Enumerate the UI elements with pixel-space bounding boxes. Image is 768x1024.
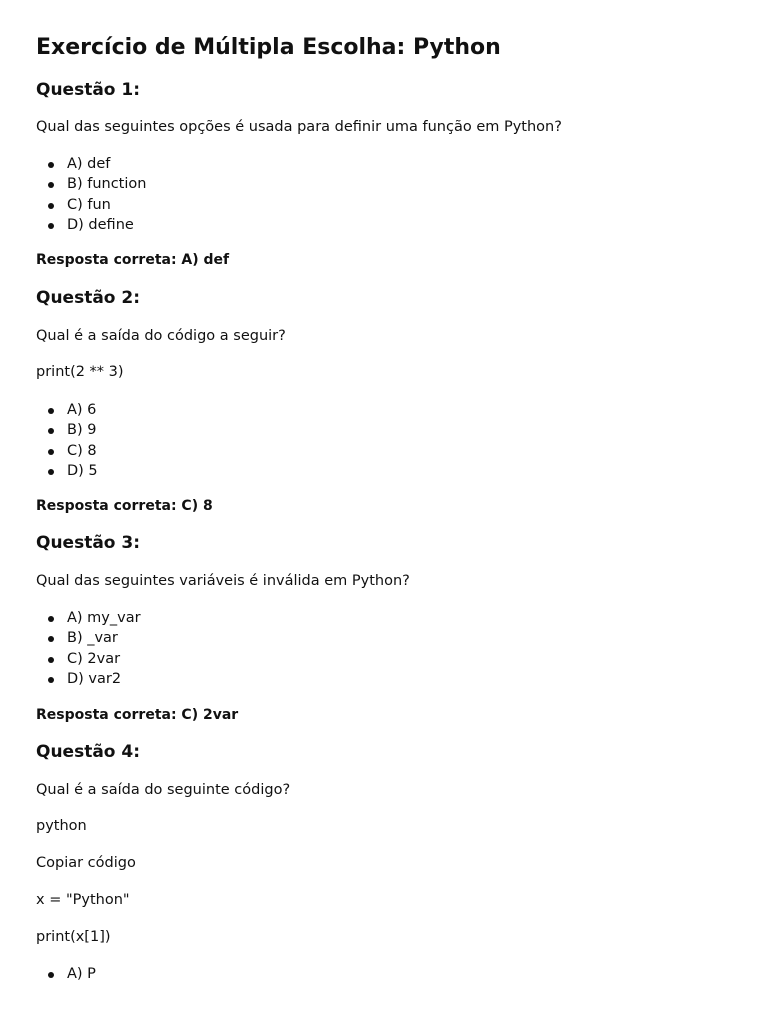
page-title: Exercício de Múltipla Escolha: Python <box>36 35 501 60</box>
question-4-heading: Questão 4: <box>36 742 141 762</box>
question-4-code-line-1: x = "Python" <box>36 892 130 908</box>
list-item: B) function <box>36 174 146 194</box>
list-item: A) def <box>36 154 146 174</box>
bullet-icon <box>48 428 54 434</box>
list-item: D) 5 <box>36 461 98 481</box>
copy-code-text: Copiar código <box>36 855 136 871</box>
question-3-options <box>36 608 141 690</box>
list-item: C) 8 <box>36 441 98 461</box>
question-2-options <box>36 400 98 482</box>
question-1-prompt: Qual das seguintes opções é usada para definir uma função em Python? <box>36 119 562 135</box>
list-item: B) _var <box>36 628 141 648</box>
question-4-code-line-2: print(x[1]) <box>36 929 111 945</box>
bullet-icon <box>48 449 54 455</box>
list-item: A) P <box>36 964 96 984</box>
list-item: D) define <box>36 215 146 235</box>
bullet-icon <box>48 223 54 229</box>
question-1-options <box>36 154 146 236</box>
bullet-icon <box>48 657 54 663</box>
question-2-code: print(2 ** 3) <box>36 364 124 380</box>
list-item: A) 6 <box>36 400 98 420</box>
list-item: C) 2var <box>36 649 141 669</box>
bullet-icon <box>48 636 54 642</box>
question-3-prompt: Qual das seguintes variáveis é inválida em Python? <box>36 573 410 589</box>
question-2-answer: Resposta correta: C) 8 <box>36 498 213 514</box>
question-3-heading: Questão 3: <box>36 533 141 553</box>
question-2-heading: Questão 2: <box>36 288 141 308</box>
question-4-prompt: Qual é a saída do seguinte código? <box>36 782 291 798</box>
question-1-answer: Resposta correta: A) def <box>36 252 230 268</box>
question-3-answer: Resposta correta: C) 2var <box>36 707 239 723</box>
bullet-icon <box>48 203 54 209</box>
code-language-label: python <box>36 818 87 834</box>
bullet-icon <box>48 677 54 683</box>
bullet-icon <box>48 182 54 188</box>
list-item: D) var2 <box>36 669 141 689</box>
bullet-icon <box>48 162 54 168</box>
bullet-icon <box>48 616 54 622</box>
bullet-icon <box>48 408 54 414</box>
list-item: B) 9 <box>36 420 98 440</box>
bullet-icon <box>48 972 54 978</box>
list-item: C) fun <box>36 195 146 215</box>
list-item: A) my_var <box>36 608 141 628</box>
question-4-options <box>36 964 96 984</box>
bullet-icon <box>48 469 54 475</box>
question-1-heading: Questão 1: <box>36 80 141 100</box>
question-2-prompt: Qual é a saída do código a seguir? <box>36 328 286 344</box>
